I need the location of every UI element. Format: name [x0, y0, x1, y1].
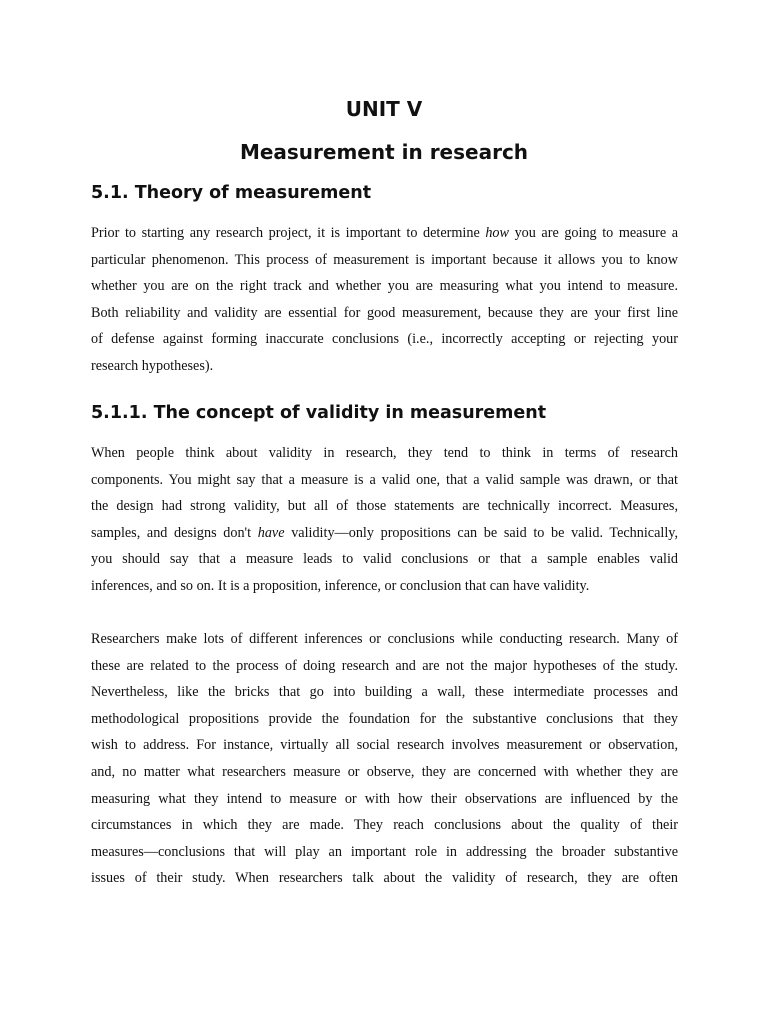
paragraph-line: circumstances in which they are made. They reach conclusions about the quality of their [91, 817, 678, 834]
paragraph-line: and, no matter what researchers measure or observe, they are concerned with whether they are [91, 763, 678, 780]
emphasis-text: how [485, 225, 509, 241]
paragraph-line: methodological propositions provide the foundation for the substantive conclusions that they [91, 710, 678, 727]
section-heading-theory-of-measurement: 5.1. Theory of measurement [91, 183, 372, 203]
emphasis-text: have [257, 524, 285, 541]
section-heading-validity: 5.1.1. The concept of validity in measurement [91, 403, 547, 423]
paragraph-line: samples, and designs don't have validity—only propositions can be said to be valid. Technically, [91, 524, 678, 541]
paragraph-line: whether you are on the right track and whether you are measuring what you intend to measure. [91, 278, 678, 295]
paragraph-inferences [91, 626, 678, 892]
paragraph-validity-intro [91, 440, 678, 600]
paragraph-line: measuring what they intend to measure or with how their observations are influenced by the [91, 790, 678, 807]
paragraph-line: inferences, and so on. It is a proposition, inference, or conclusion that can have validity. [91, 577, 590, 594]
paragraph-line: particular phenomenon. This process of measurement is important because it allows you to know [91, 251, 678, 268]
paragraph-line: Nevertheless, like the bricks that go into building a wall, these intermediate processes and [91, 684, 678, 701]
unit-title: UNIT V [345, 97, 423, 121]
paragraph-theory-of-measurement [91, 220, 678, 380]
paragraph-line: you should say that a measure leads to valid conclusions or that a sample enables valid [91, 551, 678, 568]
paragraph-line: Both reliability and validity are essential for good measurement, because they are your first line [91, 304, 678, 321]
paragraph-line: measures—conclusions that will play an important role in addressing the broader substantive [91, 843, 678, 860]
paragraph-line: Researchers make lots of different inferences or conclusions while conducting research. Many of [91, 631, 678, 647]
paragraph-line: issues of their study. When researchers talk about the validity of research, they are often [91, 870, 678, 887]
paragraph-line: research hypotheses). [91, 357, 214, 374]
document-title: Measurement in research [239, 140, 529, 164]
paragraph-line: the design had strong validity, but all of those statements are technically incorrect. Measures, [91, 498, 678, 515]
paragraph-line: of defense against forming inaccurate conclusions (i.e., incorrectly accepting or rejecting your [91, 331, 678, 348]
paragraph-line: wish to address. For instance, virtually all social research involves measurement or observation, [91, 737, 678, 754]
paragraph-line: When people think about validity in research, they tend to think in terms of research [91, 445, 678, 461]
paragraph-line: components. You might say that a measure is a valid one, that a valid sample was drawn, or that [91, 471, 678, 488]
paragraph-line: these are related to the process of doing research and are not the major hypotheses of the study. [91, 657, 678, 674]
paragraph-line: Prior to starting any research project, it is important to determine how you are going to measure a [91, 225, 678, 241]
